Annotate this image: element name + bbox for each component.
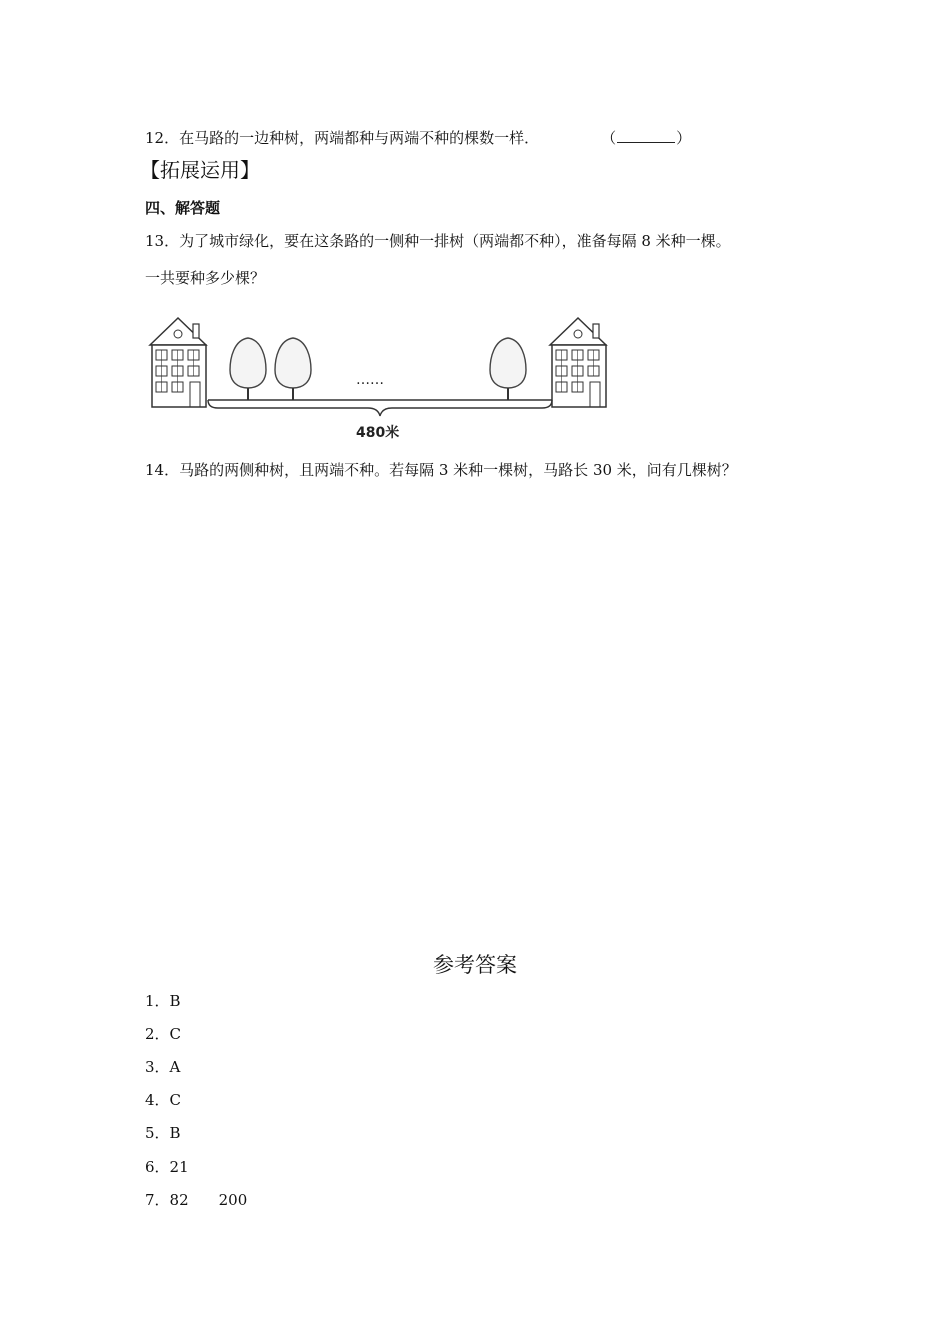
- answer-item: 1．B: [145, 992, 181, 1010]
- answer-item: 5．B: [145, 1124, 181, 1142]
- section-heading: 【拓展运用】: [140, 158, 260, 182]
- question-14: [145, 460, 737, 480]
- question-13-line1: [145, 231, 731, 251]
- question-text: 在马路的一边种树，两端都种与两端不种的棵数一样．: [179, 129, 540, 147]
- answer-item: 2．C: [145, 1025, 182, 1043]
- question-text: 为了城市绿化，要在这条路的一侧种一排树（两端都不种），准备每隔 8 米种一棵。: [179, 232, 731, 250]
- answer-item: 4．C: [145, 1091, 182, 1109]
- answer-blank[interactable]: [617, 128, 675, 143]
- question-number: 12．: [145, 129, 180, 147]
- length-brace: [208, 400, 552, 416]
- tree-icon: [230, 338, 266, 400]
- tree-icon: [275, 338, 311, 400]
- part-heading: 四、解答题: [145, 199, 221, 217]
- house-icon: [550, 318, 606, 407]
- question-number: 14．: [145, 461, 180, 479]
- tree-icon: [490, 338, 526, 400]
- answers-title: 参考答案: [433, 953, 517, 977]
- bracket-open: （: [601, 129, 617, 147]
- answer-item: 7．82 200: [145, 1191, 248, 1209]
- question-12: [145, 128, 691, 148]
- ellipsis: ……: [356, 372, 384, 388]
- question-13-line2: 一共要种多少棵？: [145, 269, 266, 287]
- answer-item: 6．21: [145, 1158, 189, 1176]
- length-label: 480米: [356, 425, 400, 441]
- question-number: 13．: [145, 232, 180, 250]
- question-text: 马路的两侧种树，且两端不种。若每隔 3 米种一棵树，马路长 30 米，问有几棵树？: [179, 461, 737, 479]
- answer-item: 3．A: [145, 1058, 181, 1076]
- road-tree-figure: [148, 310, 618, 445]
- house-icon: [150, 318, 206, 407]
- bracket-close: ）: [676, 129, 692, 147]
